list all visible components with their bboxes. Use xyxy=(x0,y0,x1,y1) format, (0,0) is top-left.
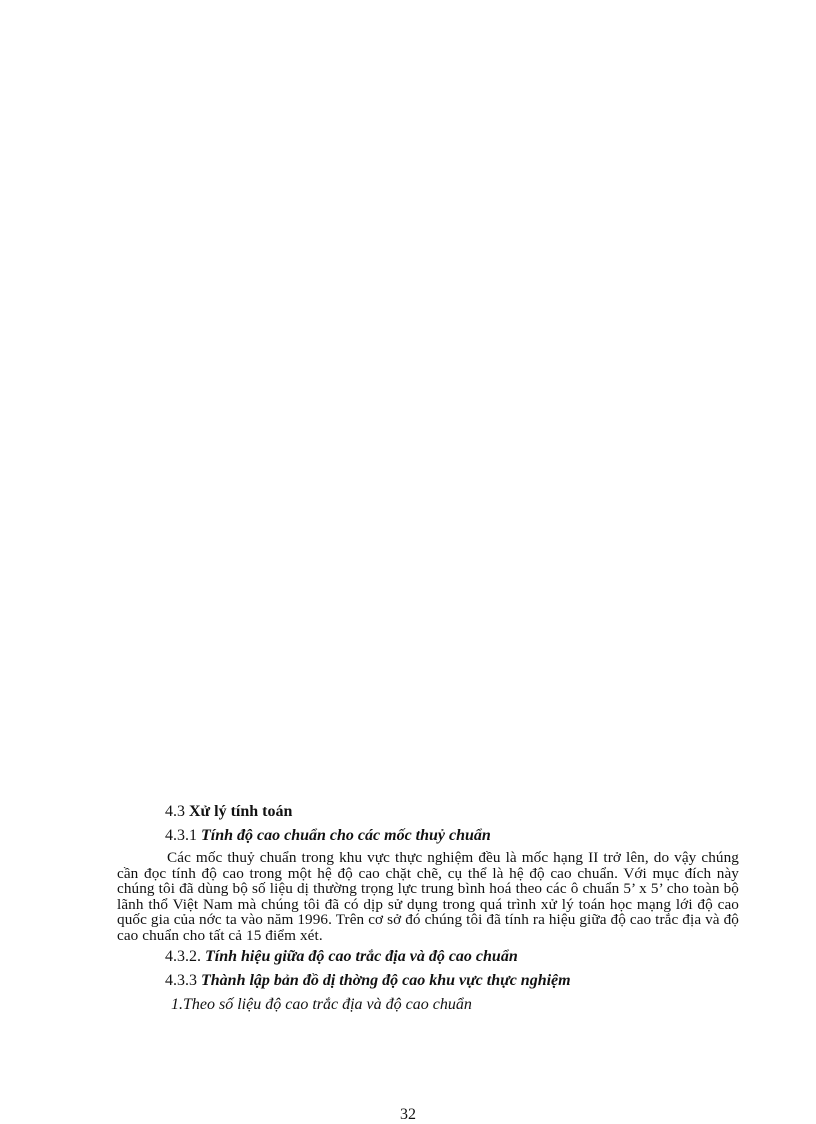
document-body xyxy=(117,800,739,1017)
subitem-1: 1.Theo số liệu độ cao trắc địa và độ cao chuẩn xyxy=(171,996,472,1013)
section-number: 4.3.2. xyxy=(165,948,201,965)
section-heading-4-3-3 xyxy=(117,969,739,993)
section-number: 4.3 xyxy=(165,803,185,820)
section-heading-4-3 xyxy=(117,800,739,824)
section-title: Tính độ cao chuẩn cho các mốc thuỷ chuẩn xyxy=(201,827,491,844)
body-paragraph: Các mốc thuỷ chuẩn trong khu vực thực nghiệm đều là mốc hạng II trở lên, do vậy chúng cần đọc tính độ cao trong một hệ độ cao chặt chẽ, cụ thể là hệ độ cao chuẩn. Với mục đích này chúng tôi đã dùng bộ số liệu dị thường trọng lực trung bình hoá theo các ô chuẩn 5’ x 5’ cho toàn bộ lãnh thổ Việt Nam mà chúng tôi đã có dịp sử dụng trong quá trình xử lý toán học mạng lới độ cao quốc gia của nớc ta vào năm 1996. Trên cơ sở đó chúng tôi đã tính ra hiệu giữa độ cao trắc địa và độ cao chuẩn cho tất cả 15 điểm xét. xyxy=(117,849,739,944)
section-title: Tính hiệu giữa độ cao trắc địa và độ cao chuẩn xyxy=(205,948,518,965)
section-number: 4.3.3 xyxy=(165,972,197,989)
page-number: 32 xyxy=(400,1106,416,1123)
section-heading-4-3-1 xyxy=(117,824,739,848)
section-heading-4-3-2 xyxy=(117,945,739,969)
section-title: Thành lập bản đồ dị thờng độ cao khu vực thực nghiệm xyxy=(201,972,571,989)
section-number: 4.3.1 xyxy=(165,827,197,844)
section-title: Xử lý tính toán xyxy=(189,803,293,820)
